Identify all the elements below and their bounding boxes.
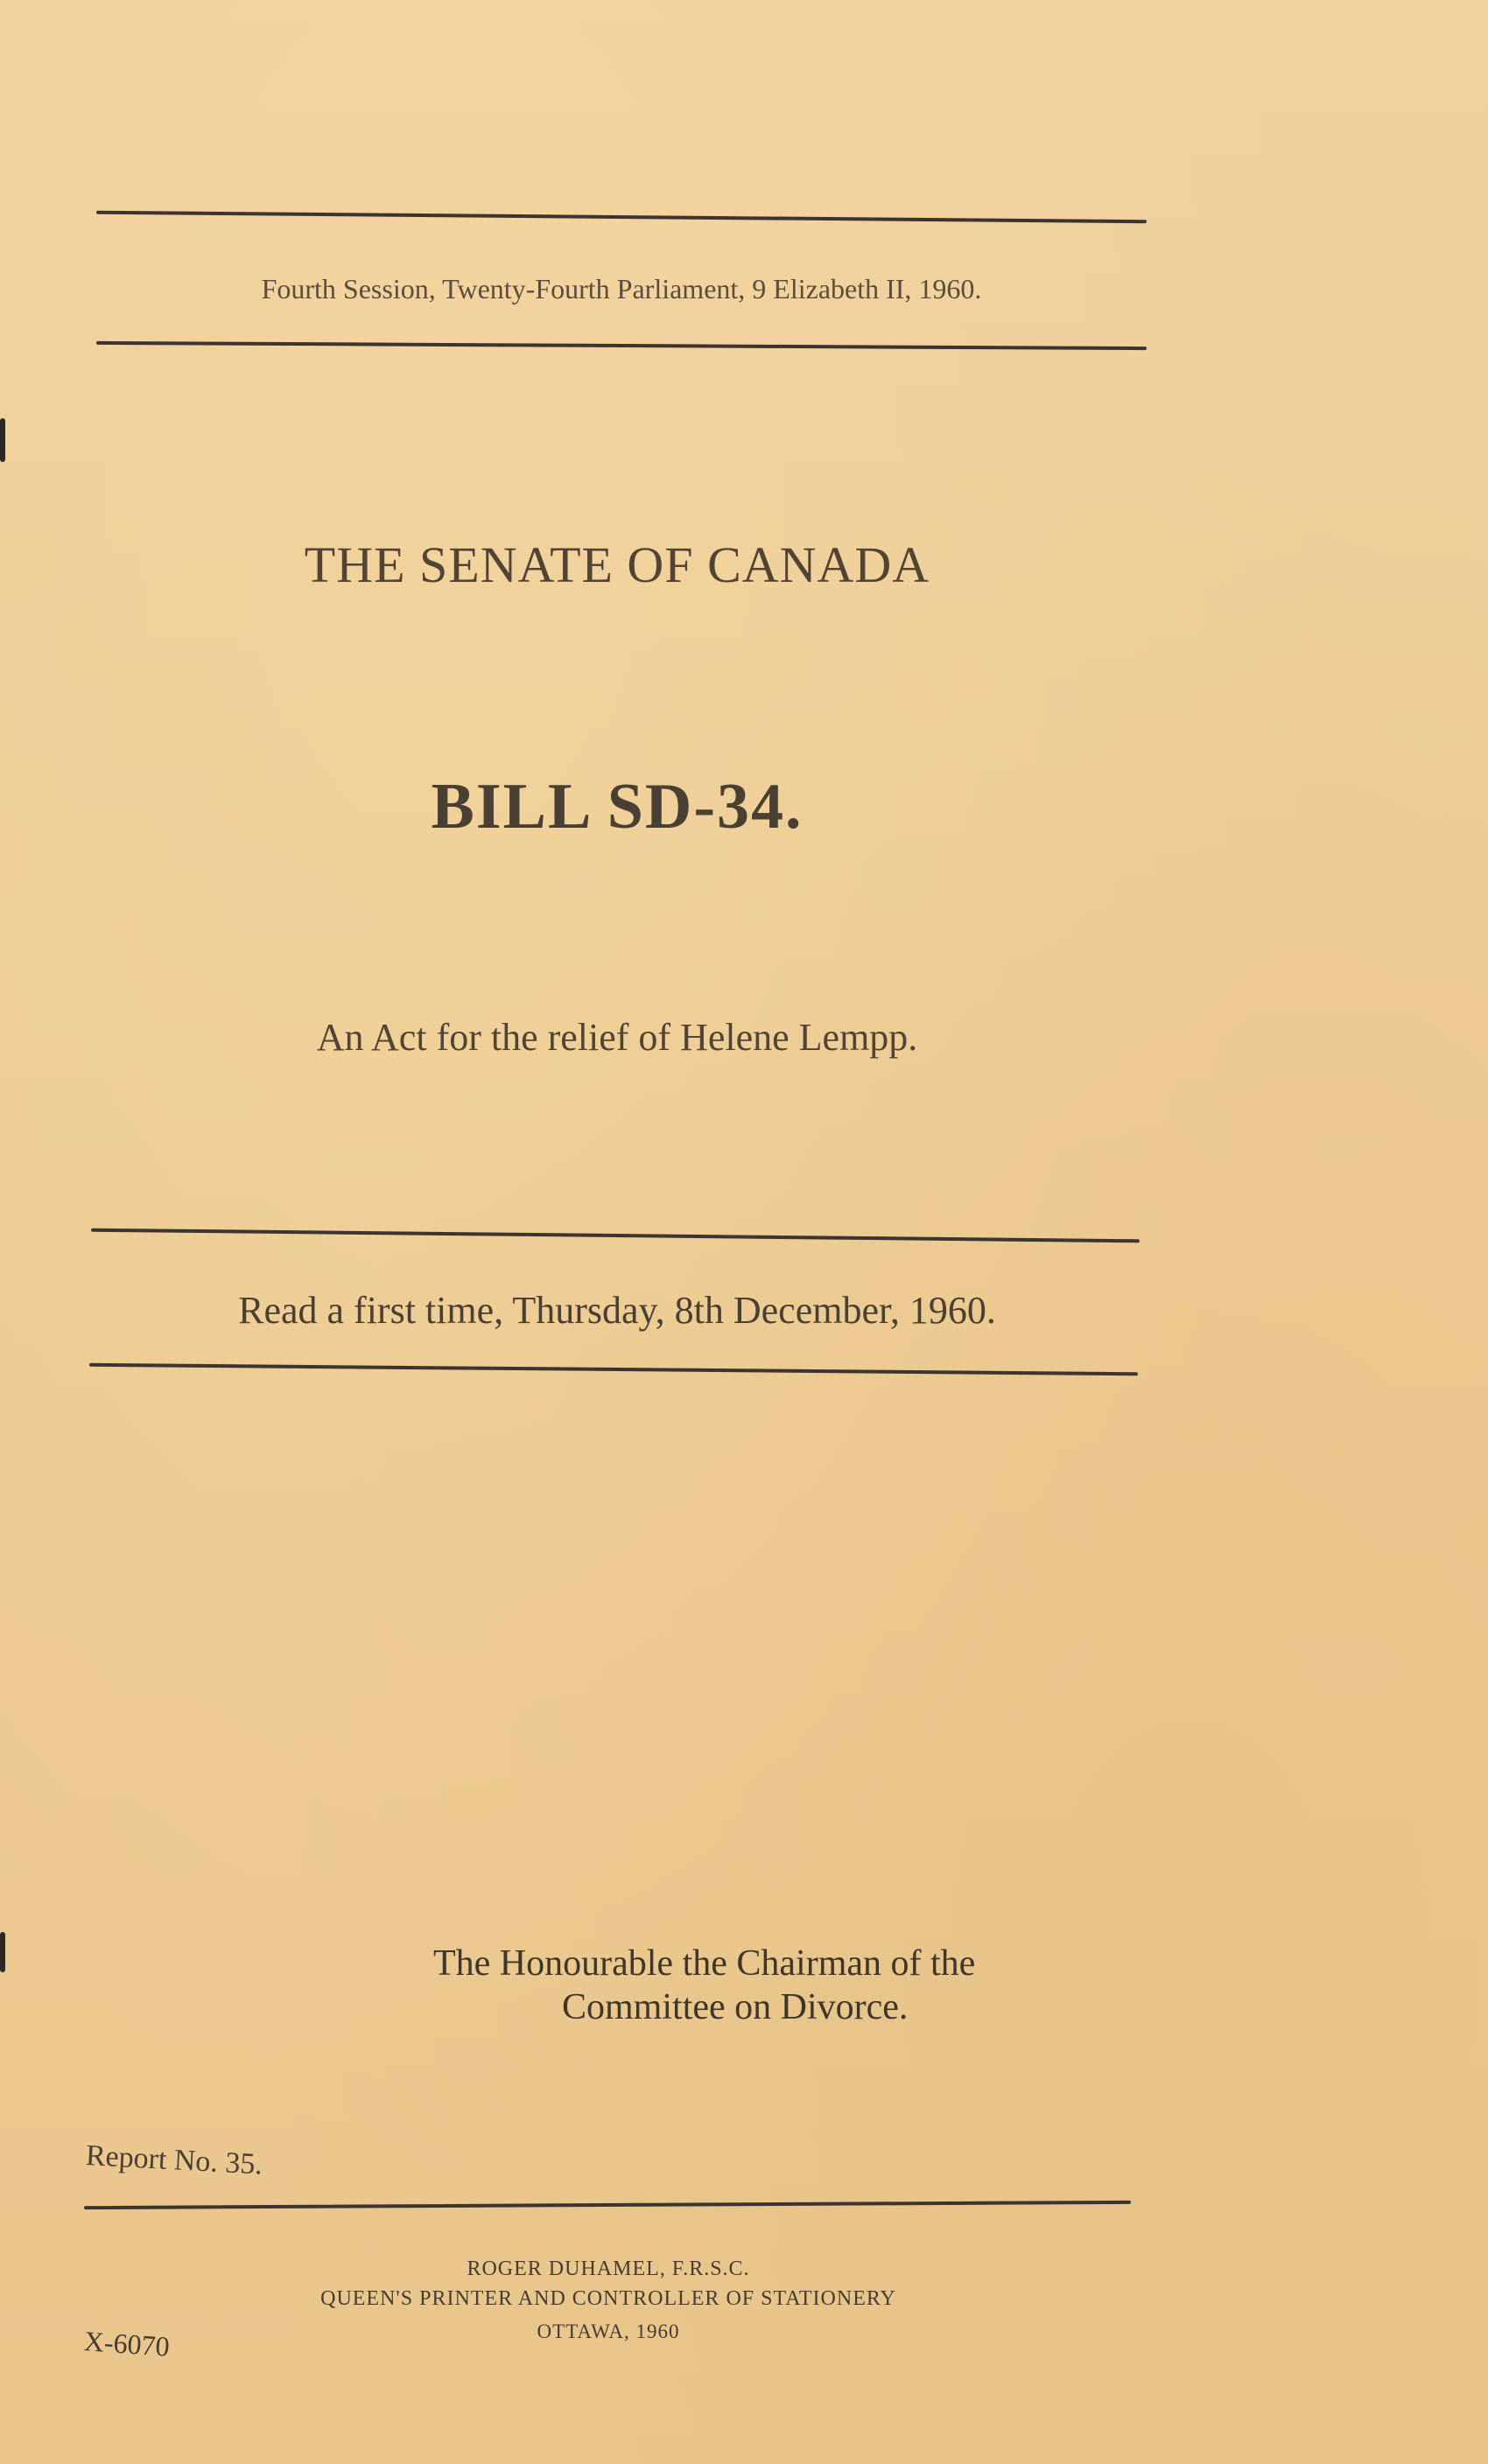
binding-mark-bottom bbox=[0, 1932, 5, 1972]
rule-bottom bbox=[84, 2201, 1131, 2209]
sponsor-line-1: The Honourable the Chairman of the bbox=[433, 1943, 976, 1984]
binding-mark-top bbox=[0, 418, 5, 462]
rule-top-2 bbox=[96, 341, 1147, 350]
rule-mid-1 bbox=[91, 1228, 1140, 1243]
first-reading-line: Read a first time, Thursday, 8th December, 1960. bbox=[238, 1289, 996, 1332]
rule-top-1 bbox=[96, 211, 1147, 223]
house-title: THE SENATE OF CANADA bbox=[304, 536, 930, 593]
act-title: An Act for the relief of Helene Lempp. bbox=[316, 1016, 918, 1059]
rule-mid-2 bbox=[89, 1363, 1138, 1376]
printer-title: QUEEN'S PRINTER AND CONTROLLER OF STATIONERY bbox=[320, 2287, 896, 2310]
printer-name: ROGER DUHAMEL, F.R.S.C. bbox=[467, 2258, 750, 2280]
session-line: Fourth Session, Twenty-Fourth Parliament, 9 Elizabeth II, 1960. bbox=[261, 273, 982, 304]
report-number: Report No. 35. bbox=[85, 2139, 263, 2181]
bill-number: BILL SD-34. bbox=[431, 771, 804, 843]
job-number: X-6070 bbox=[82, 2325, 171, 2362]
printer-place: OTTAWA, 1960 bbox=[537, 2320, 680, 2342]
sponsor-line-2: Committee on Divorce. bbox=[562, 1987, 909, 2027]
